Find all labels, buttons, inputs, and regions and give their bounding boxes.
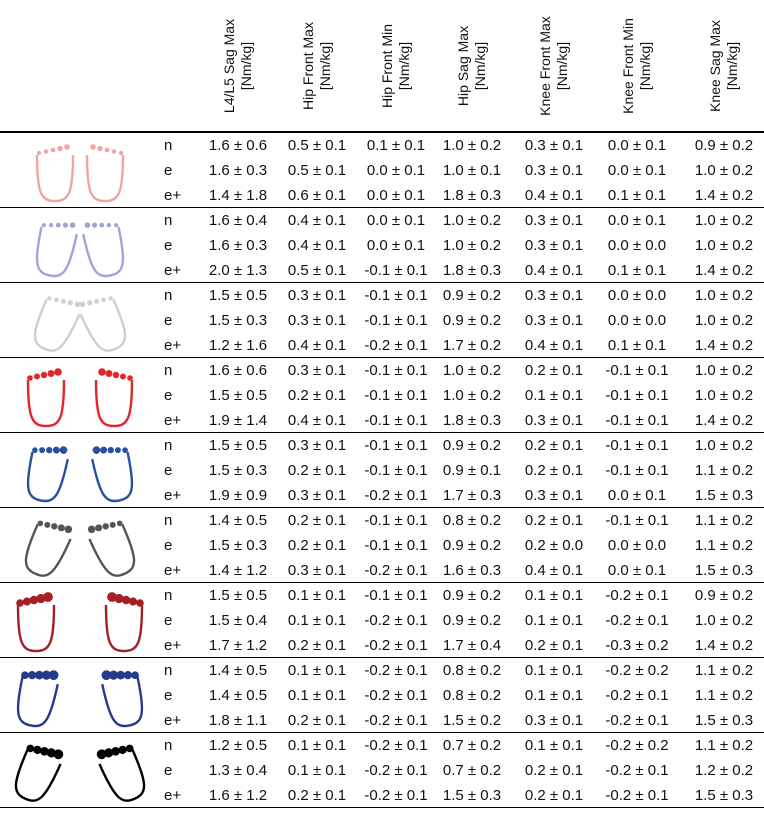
value-cell: 1.1 ± 0.2 (694, 537, 754, 554)
value-cell: 0.2 ± 0.1 (287, 537, 347, 554)
column-unit: [Nm/kg] (317, 41, 333, 91)
value-cell: 1.1 ± 0.2 (694, 737, 754, 754)
value-cell: 1.5 ± 0.3 (694, 712, 754, 729)
value-cell: 1.4 ± 0.2 (694, 412, 754, 429)
column-name: Hip Front Max (300, 22, 316, 110)
value-cell: 0.2 ± 0.1 (524, 787, 584, 804)
value-cell: -0.1 ± 0.1 (364, 437, 428, 454)
value-cell: 0.5 ± 0.1 (287, 162, 347, 179)
value-cell: 1.5 ± 0.2 (442, 712, 502, 729)
condition-label: n (164, 512, 173, 529)
value-cell: 0.3 ± 0.1 (287, 437, 347, 454)
value-cell: 0.2 ± 0.1 (287, 712, 347, 729)
value-cell: -0.2 ± 0.1 (364, 712, 428, 729)
value-cell: -0.3 ± 0.2 (605, 637, 669, 654)
column-header (201, 0, 275, 131)
value-cell: -0.2 ± 0.1 (364, 562, 428, 579)
value-cell: -0.2 ± 0.1 (364, 737, 428, 754)
condition-label: e+ (164, 487, 182, 504)
column-name: Knee Front Max (537, 16, 553, 116)
value-cell: 1.9 ± 0.9 (208, 487, 268, 504)
value-cell: 0.0 ± 0.1 (607, 137, 667, 154)
value-cell: 0.3 ± 0.1 (524, 287, 584, 304)
table-row (0, 658, 764, 683)
value-cell: -0.2 ± 0.2 (605, 662, 669, 679)
value-cell: -0.2 ± 0.1 (364, 762, 428, 779)
value-cell: 1.5 ± 0.5 (208, 587, 268, 604)
value-cell: 0.9 ± 0.2 (694, 587, 754, 604)
value-cell: 0.4 ± 0.1 (287, 212, 347, 229)
condition-label: n (164, 137, 173, 154)
value-cell: 1.0 ± 0.2 (694, 612, 754, 629)
table-row (0, 708, 764, 733)
value-cell: 1.6 ± 0.3 (208, 237, 268, 254)
table-row (0, 233, 764, 258)
value-cell: 0.6 ± 0.1 (287, 187, 347, 204)
value-cell: 1.0 ± 0.2 (442, 362, 502, 379)
value-cell: -0.2 ± 0.1 (605, 612, 669, 629)
table-row (0, 283, 764, 308)
value-cell: -0.2 ± 0.1 (364, 612, 428, 629)
value-cell: 1.0 ± 0.2 (694, 312, 754, 329)
value-cell: 1.4 ± 0.5 (208, 662, 268, 679)
value-cell: 0.5 ± 0.1 (287, 137, 347, 154)
value-cell: 1.8 ± 1.1 (208, 712, 268, 729)
value-cell: 1.4 ± 0.5 (208, 687, 268, 704)
value-cell: 1.5 ± 0.4 (208, 612, 268, 629)
value-cell: -0.1 ± 0.1 (364, 287, 428, 304)
value-cell: 1.5 ± 0.3 (208, 537, 268, 554)
condition-group (0, 733, 764, 808)
value-cell: -0.2 ± 0.1 (364, 787, 428, 804)
value-cell: 0.1 ± 0.1 (366, 137, 426, 154)
value-cell: -0.2 ± 0.1 (364, 637, 428, 654)
value-cell: 0.1 ± 0.1 (607, 187, 667, 204)
value-cell: -0.2 ± 0.1 (605, 712, 669, 729)
value-cell: 0.9 ± 0.2 (442, 287, 502, 304)
condition-group (0, 208, 764, 283)
value-cell: 1.7 ± 0.4 (442, 637, 502, 654)
value-cell: 0.9 ± 0.2 (442, 537, 502, 554)
value-cell: 0.1 ± 0.1 (607, 262, 667, 279)
value-cell: 1.4 ± 0.2 (694, 337, 754, 354)
column-name: Knee Sag Max (707, 20, 723, 112)
value-cell: 0.3 ± 0.1 (524, 237, 584, 254)
column-header (600, 0, 674, 131)
value-cell: 0.7 ± 0.2 (442, 762, 502, 779)
value-cell: -0.2 ± 0.1 (605, 587, 669, 604)
table-row (0, 383, 764, 408)
value-cell: 1.7 ± 0.2 (442, 337, 502, 354)
condition-group (0, 133, 764, 208)
value-cell: -0.1 ± 0.1 (605, 512, 669, 529)
condition-label: n (164, 437, 173, 454)
table-row (0, 308, 764, 333)
value-cell: 0.2 ± 0.1 (524, 512, 584, 529)
value-cell: 1.1 ± 0.2 (694, 462, 754, 479)
value-cell: 1.5 ± 0.5 (208, 437, 268, 454)
table-row (0, 558, 764, 583)
table-row (0, 608, 764, 633)
value-cell: 1.6 ± 0.6 (208, 137, 268, 154)
table-row (0, 583, 764, 608)
value-cell: 0.3 ± 0.1 (287, 362, 347, 379)
table-row (0, 158, 764, 183)
value-cell: 0.1 ± 0.1 (287, 662, 347, 679)
value-cell: 0.0 ± 0.1 (607, 212, 667, 229)
value-cell: 1.5 ± 0.3 (442, 787, 502, 804)
value-cell: -0.2 ± 0.1 (364, 687, 428, 704)
value-cell: -0.2 ± 0.1 (364, 487, 428, 504)
value-cell: 1.2 ± 0.5 (208, 737, 268, 754)
condition-label: n (164, 287, 173, 304)
value-cell: -0.2 ± 0.1 (605, 762, 669, 779)
value-cell: 1.0 ± 0.2 (694, 362, 754, 379)
value-cell: 0.0 ± 0.1 (366, 162, 426, 179)
value-cell: 1.7 ± 1.2 (208, 637, 268, 654)
value-cell: 1.5 ± 0.5 (208, 387, 268, 404)
value-cell: 1.2 ± 1.6 (208, 337, 268, 354)
value-cell: -0.2 ± 0.1 (364, 662, 428, 679)
value-cell: 0.8 ± 0.2 (442, 662, 502, 679)
value-cell: 0.2 ± 0.1 (524, 462, 584, 479)
value-cell: 0.9 ± 0.2 (442, 312, 502, 329)
value-cell: 0.3 ± 0.1 (287, 562, 347, 579)
column-header (359, 0, 433, 131)
value-cell: 0.4 ± 0.1 (524, 562, 584, 579)
column-name: Hip Front Min (379, 23, 395, 109)
column-unit: [Nm/kg] (637, 41, 653, 91)
value-cell: 0.1 ± 0.1 (287, 612, 347, 629)
value-cell: 0.2 ± 0.1 (524, 362, 584, 379)
table-row (0, 508, 764, 533)
value-cell: 0.1 ± 0.1 (524, 687, 584, 704)
value-cell: 1.4 ± 1.2 (208, 562, 268, 579)
value-cell: 0.0 ± 0.1 (607, 487, 667, 504)
column-unit: [Nm/kg] (238, 41, 254, 91)
value-cell: 0.3 ± 0.1 (524, 712, 584, 729)
value-cell: 1.0 ± 0.2 (694, 237, 754, 254)
value-cell: 1.0 ± 0.1 (442, 162, 502, 179)
value-cell: 1.7 ± 0.3 (442, 487, 502, 504)
condition-label: n (164, 587, 173, 604)
table-header (0, 0, 764, 131)
value-cell: 0.9 ± 0.2 (442, 437, 502, 454)
value-cell: 2.0 ± 1.3 (208, 262, 268, 279)
value-cell: 1.6 ± 0.3 (208, 162, 268, 179)
value-cell: 1.6 ± 0.4 (208, 212, 268, 229)
table-row (0, 458, 764, 483)
value-cell: 1.1 ± 0.2 (694, 662, 754, 679)
condition-group (0, 583, 764, 658)
value-cell: -0.2 ± 0.1 (605, 687, 669, 704)
condition-label: e+ (164, 187, 182, 204)
value-cell: 0.1 ± 0.1 (607, 337, 667, 354)
value-cell: 1.4 ± 0.5 (208, 512, 268, 529)
value-cell: 0.0 ± 0.1 (607, 162, 667, 179)
value-cell: 0.0 ± 0.0 (607, 312, 667, 329)
value-cell: -0.1 ± 0.1 (605, 387, 669, 404)
condition-label: n (164, 737, 173, 754)
value-cell: 0.7 ± 0.2 (442, 737, 502, 754)
table-row (0, 758, 764, 783)
table-row (0, 258, 764, 283)
value-cell: 1.4 ± 1.8 (208, 187, 268, 204)
value-cell: 1.0 ± 0.2 (442, 212, 502, 229)
value-cell: 0.3 ± 0.1 (524, 212, 584, 229)
value-cell: 0.1 ± 0.1 (524, 387, 584, 404)
value-cell: 1.0 ± 0.2 (694, 437, 754, 454)
condition-label: e (164, 612, 173, 629)
value-cell: 1.6 ± 0.3 (442, 562, 502, 579)
column-header (687, 0, 761, 131)
table-row (0, 333, 764, 358)
condition-label: e (164, 162, 173, 179)
condition-label: e (164, 537, 173, 554)
value-cell: -0.1 ± 0.1 (364, 262, 428, 279)
condition-group (0, 283, 764, 358)
column-unit: [Nm/kg] (724, 41, 740, 91)
header-rule (0, 131, 764, 133)
condition-label: e+ (164, 637, 182, 654)
value-cell: -0.1 ± 0.1 (364, 462, 428, 479)
value-cell: 1.1 ± 0.2 (694, 512, 754, 529)
value-cell: 0.1 ± 0.1 (524, 587, 584, 604)
table-row (0, 633, 764, 658)
value-cell: 1.4 ± 0.2 (694, 637, 754, 654)
value-cell: 0.1 ± 0.1 (287, 737, 347, 754)
value-cell: 0.0 ± 0.1 (607, 562, 667, 579)
value-cell: 1.6 ± 1.2 (208, 787, 268, 804)
value-cell: 0.2 ± 0.1 (524, 762, 584, 779)
value-cell: 1.4 ± 0.2 (694, 262, 754, 279)
value-cell: 0.0 ± 0.0 (607, 237, 667, 254)
value-cell: 1.1 ± 0.2 (694, 687, 754, 704)
value-cell: 1.0 ± 0.2 (694, 212, 754, 229)
value-cell: 0.1 ± 0.1 (287, 762, 347, 779)
condition-group (0, 658, 764, 733)
value-cell: 0.3 ± 0.1 (524, 412, 584, 429)
value-cell: 1.5 ± 0.3 (208, 312, 268, 329)
value-cell: 0.0 ± 0.0 (607, 287, 667, 304)
value-cell: -0.1 ± 0.1 (605, 437, 669, 454)
value-cell: 0.0 ± 0.1 (366, 237, 426, 254)
value-cell: -0.1 ± 0.1 (605, 462, 669, 479)
value-cell: 1.5 ± 0.5 (208, 287, 268, 304)
condition-label: e (164, 762, 173, 779)
value-cell: 0.2 ± 0.1 (524, 437, 584, 454)
value-cell: 0.3 ± 0.1 (287, 287, 347, 304)
value-cell: 1.0 ± 0.2 (442, 387, 502, 404)
value-cell: 0.3 ± 0.1 (524, 162, 584, 179)
value-cell: 1.8 ± 0.3 (442, 412, 502, 429)
condition-label: e (164, 312, 173, 329)
table-row (0, 783, 764, 808)
value-cell: -0.1 ± 0.1 (605, 362, 669, 379)
condition-label: e (164, 462, 173, 479)
value-cell: 0.3 ± 0.1 (524, 137, 584, 154)
condition-label: n (164, 362, 173, 379)
column-name: Knee Front Min (620, 18, 636, 114)
value-cell: 1.3 ± 0.4 (208, 762, 268, 779)
value-cell: 0.1 ± 0.1 (287, 587, 347, 604)
condition-group (0, 508, 764, 583)
value-cell: -0.1 ± 0.1 (364, 412, 428, 429)
value-cell: 0.0 ± 0.0 (607, 537, 667, 554)
column-name: Hip Sag Max (455, 25, 471, 107)
value-cell: 0.4 ± 0.1 (524, 262, 584, 279)
value-cell: 0.4 ± 0.1 (524, 337, 584, 354)
table-row (0, 483, 764, 508)
value-cell: 0.8 ± 0.2 (442, 512, 502, 529)
value-cell: 1.8 ± 0.3 (442, 262, 502, 279)
value-cell: -0.1 ± 0.1 (364, 512, 428, 529)
value-cell: 0.0 ± 0.1 (366, 187, 426, 204)
column-header (435, 0, 509, 131)
condition-group (0, 433, 764, 508)
table-row (0, 408, 764, 433)
table-row (0, 358, 764, 383)
condition-label: e+ (164, 787, 182, 804)
column-header (280, 0, 354, 131)
value-cell: 1.9 ± 1.4 (208, 412, 268, 429)
value-cell: 0.9 ± 0.2 (442, 587, 502, 604)
value-cell: -0.2 ± 0.1 (364, 337, 428, 354)
value-cell: 0.3 ± 0.1 (524, 487, 584, 504)
value-cell: 0.1 ± 0.1 (524, 662, 584, 679)
value-cell: 0.3 ± 0.1 (287, 312, 347, 329)
column-header (517, 0, 591, 131)
value-cell: 0.9 ± 0.2 (694, 137, 754, 154)
value-cell: 0.4 ± 0.1 (287, 412, 347, 429)
value-cell: 0.2 ± 0.1 (287, 387, 347, 404)
value-cell: 0.2 ± 0.1 (287, 637, 347, 654)
condition-label: e (164, 687, 173, 704)
value-cell: 0.1 ± 0.1 (524, 737, 584, 754)
condition-label: e+ (164, 562, 182, 579)
value-cell: 0.3 ± 0.1 (287, 487, 347, 504)
value-cell: 0.1 ± 0.1 (287, 687, 347, 704)
value-cell: 1.5 ± 0.3 (694, 487, 754, 504)
value-cell: 1.5 ± 0.3 (694, 562, 754, 579)
value-cell: 0.0 ± 0.1 (366, 212, 426, 229)
group-rule (0, 807, 764, 808)
value-cell: 0.2 ± 0.1 (287, 462, 347, 479)
value-cell: -0.2 ± 0.1 (605, 787, 669, 804)
value-cell: 1.0 ± 0.2 (694, 287, 754, 304)
value-cell: 1.0 ± 0.2 (694, 387, 754, 404)
table-row (0, 683, 764, 708)
condition-label: e (164, 387, 173, 404)
column-name: L4/L5 Sag Max (221, 18, 237, 114)
value-cell: 0.8 ± 0.2 (442, 687, 502, 704)
value-cell: 1.0 ± 0.2 (694, 162, 754, 179)
value-cell: 0.4 ± 0.1 (287, 237, 347, 254)
value-cell: 1.0 ± 0.2 (442, 237, 502, 254)
value-cell: 1.5 ± 0.3 (694, 787, 754, 804)
value-cell: -0.1 ± 0.1 (364, 387, 428, 404)
condition-label: e+ (164, 412, 182, 429)
condition-label: e+ (164, 337, 182, 354)
value-cell: -0.1 ± 0.1 (364, 312, 428, 329)
value-cell: -0.1 ± 0.1 (364, 362, 428, 379)
value-cell: 1.0 ± 0.2 (442, 137, 502, 154)
value-cell: -0.1 ± 0.1 (605, 412, 669, 429)
table-row (0, 533, 764, 558)
value-cell: 1.6 ± 0.6 (208, 362, 268, 379)
condition-label: e (164, 237, 173, 254)
value-cell: 0.3 ± 0.1 (524, 312, 584, 329)
value-cell: -0.1 ± 0.1 (364, 537, 428, 554)
table-row (0, 733, 764, 758)
table-row (0, 433, 764, 458)
condition-label: e+ (164, 712, 182, 729)
value-cell: 0.2 ± 0.1 (287, 512, 347, 529)
value-cell: 0.9 ± 0.2 (442, 612, 502, 629)
condition-label: n (164, 212, 173, 229)
condition-label: n (164, 662, 173, 679)
value-cell: 0.4 ± 0.1 (524, 187, 584, 204)
value-cell: 0.1 ± 0.1 (524, 612, 584, 629)
value-cell: 0.2 ± 0.0 (524, 537, 584, 554)
column-unit: [Nm/kg] (396, 41, 412, 91)
value-cell: 0.5 ± 0.1 (287, 262, 347, 279)
value-cell: 0.4 ± 0.1 (287, 337, 347, 354)
table-row (0, 208, 764, 233)
value-cell: -0.2 ± 0.2 (605, 737, 669, 754)
condition-label: e+ (164, 262, 182, 279)
column-unit: [Nm/kg] (472, 41, 488, 91)
value-cell: 1.5 ± 0.3 (208, 462, 268, 479)
condition-group (0, 358, 764, 433)
value-cell: 0.9 ± 0.1 (442, 462, 502, 479)
value-cell: -0.1 ± 0.1 (364, 587, 428, 604)
table-row (0, 183, 764, 208)
column-unit: [Nm/kg] (554, 41, 570, 91)
value-cell: 1.2 ± 0.2 (694, 762, 754, 779)
value-cell: 1.8 ± 0.3 (442, 187, 502, 204)
value-cell: 0.2 ± 0.1 (524, 637, 584, 654)
table-row (0, 133, 764, 158)
value-cell: 1.4 ± 0.2 (694, 187, 754, 204)
value-cell: 0.2 ± 0.1 (287, 787, 347, 804)
